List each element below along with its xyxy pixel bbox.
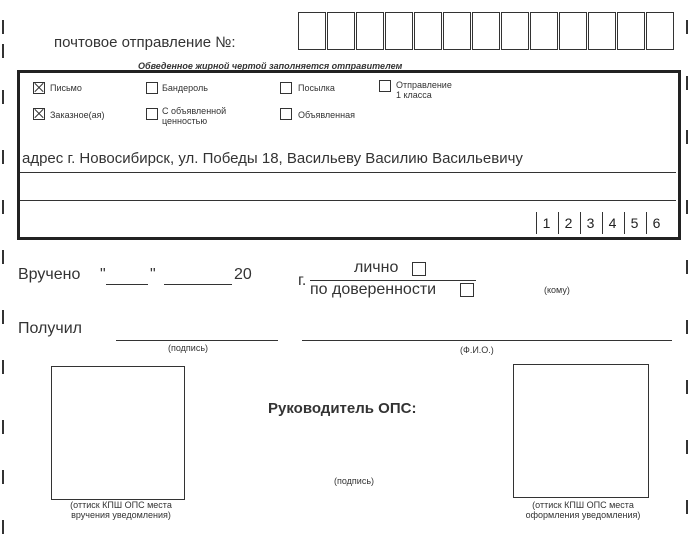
index-digit: 2 — [558, 212, 578, 234]
stamp-box-right — [513, 364, 649, 498]
number-cell[interactable] — [588, 12, 616, 50]
number-cell[interactable] — [298, 12, 326, 50]
personally-label: лично — [354, 259, 399, 276]
number-cell[interactable] — [327, 12, 355, 50]
head-title: Руководитель ОПС: — [268, 400, 417, 417]
stamp-right-caption: (оттиск КПШ ОПС места оформления уведомления) — [525, 500, 641, 520]
handed-label: Вручено — [18, 266, 81, 283]
number-cell[interactable] — [646, 12, 674, 50]
stamp-left-caption: (оттиск КПШ ОПС места вручения уведомления) — [70, 500, 172, 520]
address-line-2 — [20, 200, 676, 201]
instruction-text: Обведенное жирной чертой заполняется отправителем — [138, 61, 403, 71]
received-fio-hint: (Ф.И.О.) — [460, 345, 494, 355]
quote-open: " — [100, 266, 106, 283]
year-suffix: г. — [298, 272, 307, 289]
index-digit: 3 — [580, 212, 600, 234]
number-cell[interactable] — [559, 12, 587, 50]
number-cell[interactable] — [414, 12, 442, 50]
year-prefix: 20 — [234, 266, 252, 283]
stamp-box-left — [51, 366, 185, 500]
checkbox-registered[interactable] — [33, 108, 45, 120]
index-digit: 6 — [646, 212, 666, 234]
received-fio-line[interactable] — [302, 340, 672, 341]
by-proxy-label: по доверенности — [310, 281, 437, 298]
checkbox-parcel-post[interactable] — [146, 82, 158, 94]
option-first-class-label: Отправление 1 класса — [396, 80, 452, 100]
head-signature-hint: (подпись) — [334, 476, 375, 486]
option-letter-label: Письмо — [50, 83, 82, 93]
index-digit: 5 — [624, 212, 644, 234]
received-label: Получил — [18, 320, 82, 337]
checkbox-declared[interactable] — [280, 108, 292, 120]
option-declared-label: Объявленная — [298, 110, 356, 120]
option-parcel-post-label: Бандероль — [162, 83, 208, 93]
number-cell[interactable] — [472, 12, 500, 50]
number-cell[interactable] — [530, 12, 558, 50]
quote-close: " — [150, 266, 156, 283]
option-parcel-label: Посылка — [298, 83, 335, 93]
checkbox-declared-value[interactable] — [146, 108, 158, 120]
day-line[interactable] — [106, 284, 148, 285]
number-cell[interactable] — [385, 12, 413, 50]
number-cell[interactable] — [443, 12, 471, 50]
checkbox-by-proxy[interactable] — [460, 283, 474, 297]
number-cell[interactable] — [617, 12, 645, 50]
address-text: адрес г. Новосибирск, ул. Победы 18, Васильеву Василию Васильевичу — [22, 150, 523, 167]
checkbox-letter[interactable] — [33, 82, 45, 94]
proxy-hint: (кому) — [544, 285, 570, 295]
month-line[interactable] — [164, 284, 232, 285]
option-registered-label: Заказное(ая) — [50, 110, 105, 120]
index-digit: 4 — [602, 212, 622, 234]
received-signature-line[interactable] — [116, 340, 278, 341]
number-cell[interactable] — [501, 12, 529, 50]
number-cell[interactable] — [356, 12, 384, 50]
option-declared-value-label: С объявленной ценностью — [162, 106, 227, 126]
checkbox-personally[interactable] — [412, 262, 426, 276]
received-signature-hint: (подпись) — [168, 343, 209, 353]
checkbox-first-class[interactable] — [379, 80, 391, 92]
header-title: почтовое отправление №: — [54, 34, 236, 51]
index-digit: 1 — [536, 212, 556, 234]
address-line-1 — [20, 172, 676, 173]
checkbox-parcel[interactable] — [280, 82, 292, 94]
